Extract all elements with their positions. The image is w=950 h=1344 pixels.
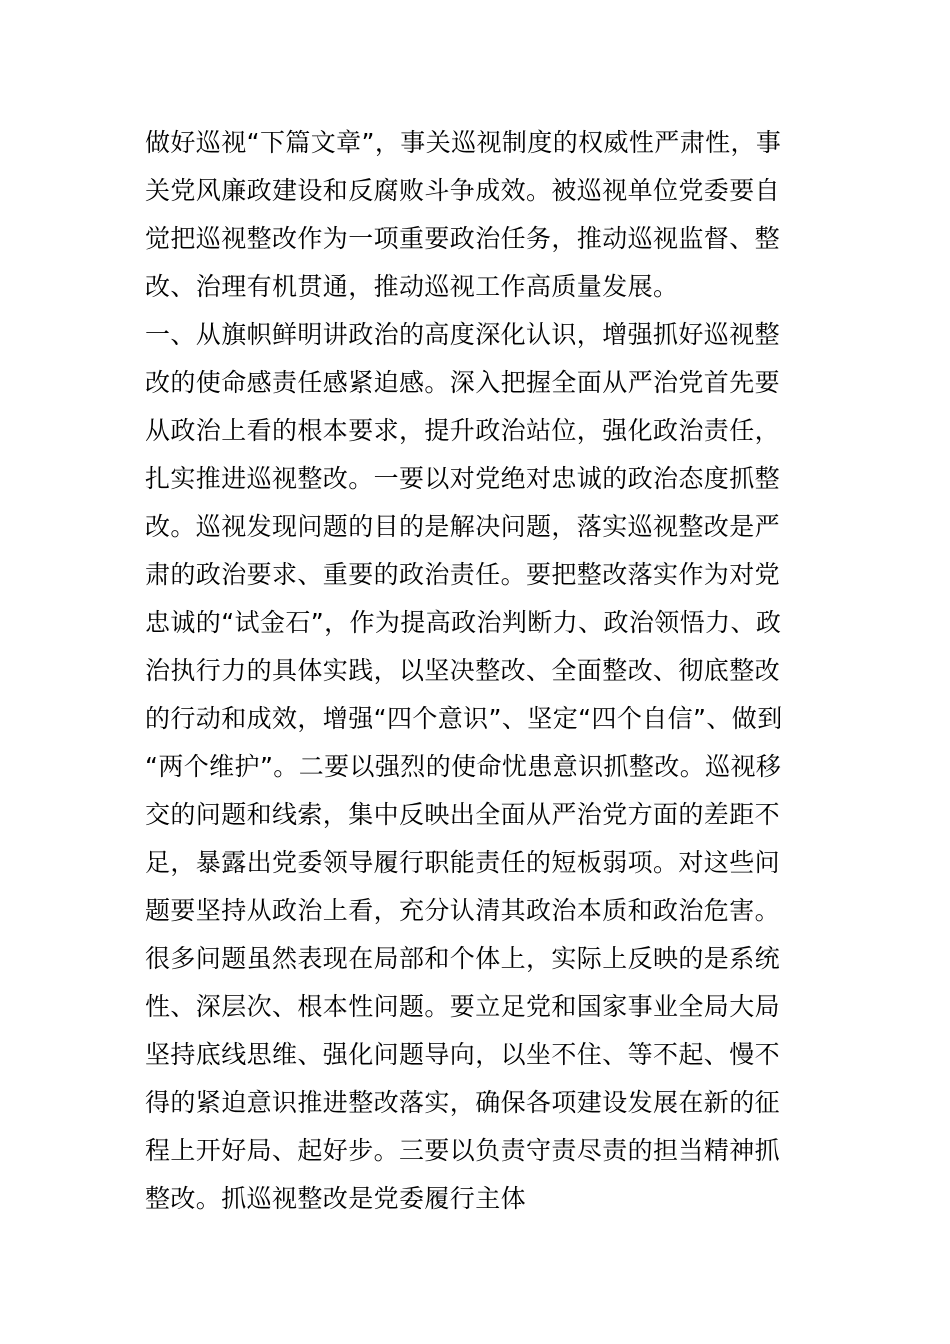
text-line: 的行动和成效，增强“四个意识”、坚定“四个自信”、做到 (145, 704, 783, 733)
text-line: 坚持底线思维、强化问题导向，以坐不住、等不起、慢不 (145, 1040, 781, 1069)
text-line: 一、从旗帜鲜明讲政治的高度深化认识，增强抓好巡视整 (145, 320, 781, 349)
text-line: 关党风廉政建设和反腐败斗争成效。被巡视单位党委要自 (145, 176, 781, 205)
text-line: 足，暴露出党委领导履行职能责任的短板弱项。对这些问 (145, 848, 781, 877)
text-line: 很多问题虽然表现在局部和个体上，实际上反映的是系统 (145, 944, 781, 973)
text-line: 做好巡视“下篇文章”，事关巡视制度的权威性严肃性，事 (145, 128, 782, 157)
text-line: 程上开好局、起好步。三要以负责守责尽责的担当精神抓 (145, 1136, 781, 1165)
text-line: 改。巡视发现问题的目的是解决问题，落实巡视整改是严 (145, 512, 781, 541)
text-line: 忠诚的“试金石”，作为提高政治判断力、政治领悟力、政 (145, 608, 782, 637)
text-line: 从政治上看的根本要求，提升政治站位，强化政治责任， (145, 416, 781, 445)
text-line: “两个维护”。二要以强烈的使命忧患意识抓整改。巡视移 (145, 752, 782, 781)
text-line: 肃的政治要求、重要的政治责任。要把整改落实作为对党 (145, 560, 781, 589)
text-line: 改、治理有机贯通，推动巡视工作高质量发展。 (145, 272, 679, 301)
text-line: 治执行力的具体实践，以坚决整改、全面整改、彻底整改 (145, 656, 781, 685)
text-line: 交的问题和线索，集中反映出全面从严治党方面的差距不 (145, 800, 781, 829)
text-line: 整改。抓巡视整改是党委履行主体 (145, 1184, 527, 1213)
text-line: 得的紧迫意识推进整改落实，确保各项建设发展在新的征 (145, 1088, 781, 1117)
text-line: 觉把巡视整改作为一项重要政治任务，推动巡视监督、整 (145, 224, 781, 253)
body-text (145, 119, 825, 1223)
text-line: 扎实推进巡视整改。一要以对党绝对忠诚的政治态度抓整 (145, 464, 781, 493)
text-line: 改的使命感责任感紧迫感。深入把握全面从严治党首先要 (145, 368, 781, 397)
text-line: 题要坚持从政治上看，充分认清其政治本质和政治危害。 (145, 896, 781, 925)
text-line: 性、深层次、根本性问题。要立足党和国家事业全局大局 (145, 992, 781, 1021)
